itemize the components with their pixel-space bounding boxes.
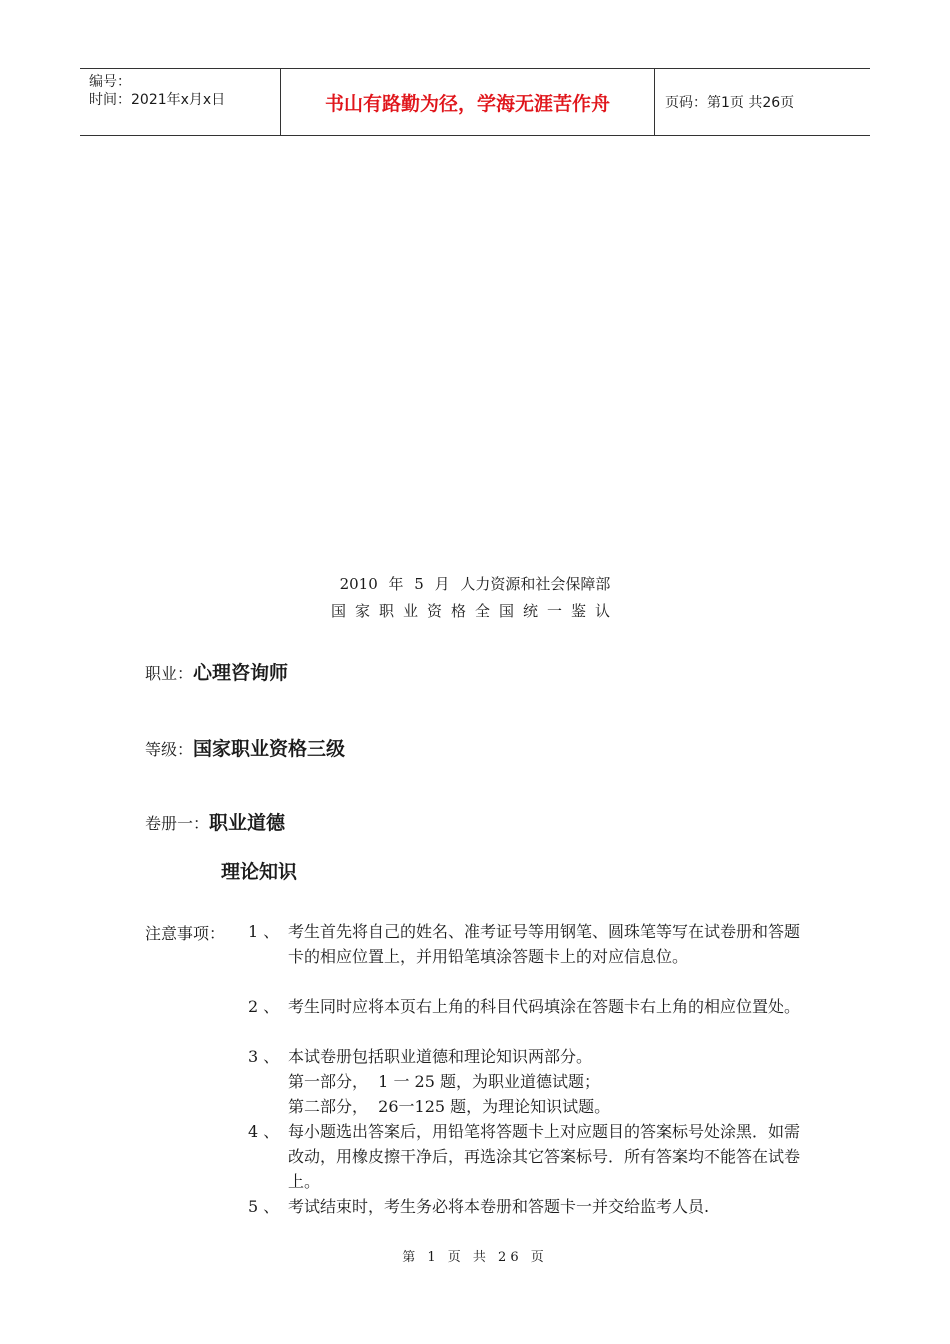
note-text: 考试结束时，考生务必将本卷册和答题卡一并交给监考人员. bbox=[288, 1197, 710, 1216]
header-page-info: 页码：第1页 共26页 bbox=[665, 95, 795, 111]
intro-line-1: 2010 年 5 月 人力资源和社会保障部 bbox=[339, 575, 611, 593]
note-subline-1: 第一部分， 1 一 25 题，为职业道德试题； bbox=[288, 1072, 600, 1091]
note-subline-2: 第二部分， 26一125 题，为理论知识试题。 bbox=[288, 1097, 611, 1116]
note-number: 5 、 bbox=[248, 1197, 280, 1216]
occupation-field bbox=[145, 658, 288, 685]
note-number: 3 、 bbox=[248, 1047, 280, 1066]
note-number: 4 、 bbox=[248, 1122, 280, 1141]
volume-field bbox=[145, 808, 285, 835]
volume-value: 职业道德 bbox=[209, 812, 286, 834]
occupation-value: 心理咨询师 bbox=[193, 662, 289, 684]
header-motto: 书山有路勤为径，学海无涯苦作舟 bbox=[281, 69, 655, 135]
note-item-1 bbox=[248, 919, 813, 969]
level-value: 国家职业资格三级 bbox=[193, 738, 346, 760]
volume-value-2: 理论知识 bbox=[221, 861, 298, 883]
header-meta bbox=[80, 69, 281, 135]
note-number: 2 、 bbox=[248, 997, 280, 1016]
level-label: 等级： bbox=[145, 740, 194, 759]
note-text: 考生首先将自己的姓名、准考证号等用钢笔、圆珠笔等写在试卷册和答题卡的相应位置上，并用铅笔填涂答题卡上的对应信息位。 bbox=[288, 922, 801, 966]
note-text-block bbox=[288, 1044, 813, 1119]
number-label: 编号： bbox=[89, 74, 131, 90]
time-label: 时间：2021年x月x日 bbox=[89, 92, 226, 108]
note-item-3 bbox=[248, 1044, 813, 1119]
note-number: 1 、 bbox=[248, 922, 280, 941]
note-item-2 bbox=[248, 994, 813, 1019]
intro-line-2: 国家职业资格全国统一鉴认 bbox=[330, 602, 619, 620]
note-item-4 bbox=[248, 1119, 813, 1194]
page-footer: 第 1 页 共 26 页 bbox=[402, 1250, 548, 1265]
note-text: 考生同时应将本页右上角的科目代码填涂在答题卡右上角的相应位置处。 bbox=[288, 997, 801, 1016]
occupation-label: 职业： bbox=[145, 664, 194, 683]
page-header bbox=[80, 68, 870, 136]
note-text: 每小题选出答案后，用铅笔将答题卡上对应题目的答案标号处涂黑．如需改动，用橡皮擦干净后，再选涂其它答案标号．所有答案均不能答在试卷上。 bbox=[288, 1122, 801, 1191]
note-item-5 bbox=[248, 1194, 813, 1219]
volume-label: 卷册一： bbox=[145, 814, 210, 833]
level-field bbox=[145, 734, 345, 761]
notes-label: 注意事项： bbox=[145, 924, 226, 943]
note-text: 本试卷册包括职业道德和理论知识两部分。 bbox=[288, 1047, 593, 1066]
